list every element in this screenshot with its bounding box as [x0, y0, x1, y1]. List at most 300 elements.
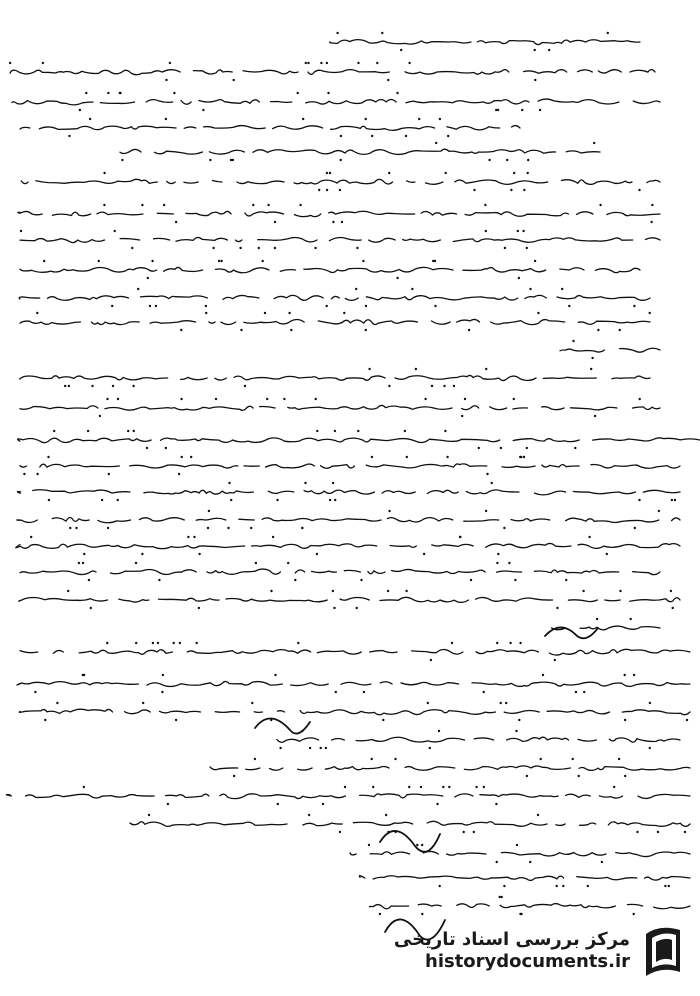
handwriting-line: [17, 490, 680, 495]
ink-dot: [527, 159, 529, 161]
watermark: [386, 916, 686, 986]
ink-dot: [526, 775, 528, 777]
ink-dot: [67, 590, 69, 592]
ink-dot: [250, 527, 252, 529]
ink-dot: [357, 430, 359, 432]
ink-dot: [365, 305, 367, 307]
ink-dot: [548, 49, 550, 51]
ink-dot: [496, 642, 498, 644]
ink-dot: [388, 385, 390, 387]
ink-dot: [163, 204, 165, 206]
ink-dot: [233, 79, 235, 81]
watermark-text: [394, 929, 630, 973]
ink-dot: [325, 747, 327, 749]
ink-dot: [304, 482, 306, 484]
ink-dot: [68, 385, 70, 387]
ink-dot: [574, 447, 576, 449]
ink-dot: [537, 312, 539, 314]
handwriting-line: [20, 375, 650, 380]
ink-dot: [190, 456, 192, 458]
ink-dot: [562, 885, 564, 887]
handwriting-line: [316, 40, 640, 45]
ink-dot: [379, 913, 381, 915]
ink-dot: [583, 691, 585, 693]
ink-dot: [664, 885, 666, 887]
ink-dot: [483, 691, 485, 693]
ink-dot: [435, 142, 437, 144]
handwriting-line: [268, 737, 680, 742]
ink-dot: [117, 499, 119, 501]
ink-dot: [355, 288, 357, 290]
ink-dot: [523, 189, 525, 191]
ink-dot: [657, 831, 659, 833]
ink-dot: [672, 607, 674, 609]
ink-dot: [106, 642, 108, 644]
ink-dot: [69, 527, 71, 529]
ink-dot: [288, 312, 290, 314]
ink-dot: [594, 415, 596, 417]
ink-dot: [83, 553, 85, 555]
ink-dot: [151, 260, 153, 262]
ink-dot: [167, 803, 169, 805]
ink-dot: [443, 385, 445, 387]
ink-dot: [82, 562, 84, 564]
ink-dot: [429, 747, 431, 749]
ink-dot: [340, 159, 342, 161]
ink-dot: [633, 913, 635, 915]
handwriting-line: [10, 70, 655, 75]
ink-dot: [362, 260, 364, 262]
ink-dot: [671, 499, 673, 501]
ink-dot: [649, 312, 651, 314]
ink-dot: [495, 803, 497, 805]
ink-dot: [473, 831, 475, 833]
ink-dot: [121, 159, 123, 161]
ink-dot: [483, 786, 485, 788]
ink-dot: [607, 32, 609, 34]
ink-dot: [596, 618, 598, 620]
ink-dot: [526, 447, 528, 449]
ink-dot: [294, 579, 296, 581]
ink-dot: [329, 499, 331, 501]
ink-dot: [468, 329, 470, 331]
ink-dot: [89, 118, 91, 120]
ink-dot: [388, 510, 390, 512]
ink-dot: [305, 62, 307, 64]
handwriting-line: [18, 438, 700, 443]
ink-dot: [434, 305, 436, 307]
ink-dot: [326, 62, 328, 64]
ink-dot: [508, 562, 510, 564]
handwriting-line: [369, 904, 690, 909]
ink-dot: [394, 758, 396, 760]
ink-dot: [114, 230, 116, 232]
ink-dot: [272, 536, 274, 538]
ink-dot: [522, 230, 524, 232]
ink-dot: [496, 861, 498, 863]
handwriting-line: [13, 179, 660, 184]
ink-dot: [572, 340, 574, 342]
ink-dot: [53, 430, 55, 432]
ink-dot: [434, 260, 436, 262]
ink-dot: [534, 260, 536, 262]
ink-dot: [485, 510, 487, 512]
ink-dot: [251, 702, 253, 704]
ink-dot: [510, 189, 512, 191]
ink-dot: [340, 135, 342, 137]
ink-dot: [165, 118, 167, 120]
ink-dot: [218, 260, 220, 262]
ink-dot: [205, 312, 207, 314]
ink-dot: [446, 456, 448, 458]
ink-dot: [556, 607, 558, 609]
ink-dot: [686, 719, 688, 721]
ink-dot: [135, 562, 137, 564]
ink-dot: [283, 398, 285, 400]
ink-dot: [215, 398, 217, 400]
ink-dot: [368, 368, 370, 370]
ink-dot: [363, 691, 365, 693]
ink-dot: [43, 260, 45, 262]
ink-dot: [591, 357, 593, 359]
ink-dot: [233, 775, 235, 777]
ink-dot: [302, 118, 304, 120]
ink-dot: [444, 430, 446, 432]
ink-dot: [103, 172, 105, 174]
ink-dot: [180, 398, 182, 400]
ink-dot: [315, 398, 317, 400]
ink-dot: [372, 786, 374, 788]
handwriting-line: [19, 709, 690, 715]
ink-dot: [423, 553, 425, 555]
ink-dot: [473, 189, 475, 191]
ink-dot: [254, 758, 256, 760]
ink-dot: [430, 659, 432, 661]
ink-dot: [329, 172, 331, 174]
ink-dot: [36, 312, 38, 314]
ink-dot: [279, 747, 281, 749]
ink-dot: [335, 691, 337, 693]
handwriting-line: [20, 126, 520, 131]
ink-dot: [135, 642, 137, 644]
ink-dot: [88, 579, 90, 581]
ink-dot: [421, 844, 423, 846]
ink-dot: [301, 527, 303, 529]
ink-dot: [478, 447, 480, 449]
ink-dot: [651, 204, 653, 206]
ink-dot: [376, 62, 378, 64]
ink-dot: [639, 398, 641, 400]
ink-dot: [343, 312, 345, 314]
ink-dot: [517, 230, 519, 232]
ink-dot: [23, 473, 25, 475]
ink-dot: [244, 385, 246, 387]
ink-dot: [30, 536, 32, 538]
ink-dot: [365, 329, 367, 331]
ink-dot: [274, 221, 276, 223]
ink-dot: [117, 398, 119, 400]
ink-dot: [9, 62, 11, 64]
ink-dot: [606, 553, 608, 555]
ink-dot: [504, 247, 506, 249]
ink-dot: [418, 118, 420, 120]
ink-dot: [554, 659, 556, 661]
handwriting-line: [350, 851, 690, 856]
ink-dot: [371, 456, 373, 458]
ink-dot: [501, 896, 503, 898]
ink-dot: [198, 607, 200, 609]
ink-dot: [262, 260, 264, 262]
ink-dot: [287, 562, 289, 564]
ink-dot: [169, 62, 171, 64]
handwriting-line: [20, 319, 650, 324]
handwriting-line: [120, 149, 600, 154]
ink-dot: [438, 730, 440, 732]
ink-dot: [147, 277, 149, 279]
ink-dot: [255, 562, 257, 564]
ink-dot: [636, 831, 638, 833]
ink-dot: [146, 447, 148, 449]
ink-dot: [180, 329, 182, 331]
ink-dot: [388, 172, 390, 174]
ink-dot: [152, 642, 154, 644]
ink-dot: [85, 92, 87, 94]
ink-dot: [264, 312, 266, 314]
ink-dot: [270, 590, 272, 592]
ink-dot: [506, 159, 508, 161]
ink-dot: [327, 92, 329, 94]
ink-dot: [385, 814, 387, 816]
ink-dot: [68, 135, 70, 137]
ink-dot: [684, 831, 686, 833]
ink-dot: [485, 230, 487, 232]
ink-dot: [649, 702, 651, 704]
ink-dot: [527, 172, 529, 174]
ink-dot: [98, 260, 100, 262]
ink-dot: [587, 885, 589, 887]
ink-dot: [107, 527, 109, 529]
ink-dot: [668, 885, 670, 887]
ink-dot: [277, 803, 279, 805]
signature-mark: [380, 831, 440, 852]
ink-dot: [540, 758, 542, 760]
ink-dot: [339, 189, 341, 191]
ink-dot: [198, 553, 200, 555]
ink-dot: [205, 305, 207, 307]
ink-dot: [556, 885, 558, 887]
ink-dot: [439, 885, 441, 887]
ink-dot: [44, 719, 46, 721]
ink-dot: [99, 415, 101, 417]
signature-mark: [255, 718, 310, 733]
ink-dot: [111, 305, 113, 307]
ink-dot: [387, 590, 389, 592]
handwriting-line: [8, 569, 660, 575]
ink-dot: [34, 691, 36, 693]
ink-dot: [561, 288, 563, 290]
ink-dot: [332, 482, 334, 484]
ink-dot: [496, 562, 498, 564]
ink-dot: [332, 221, 334, 223]
ink-dot: [624, 775, 626, 777]
ink-dot: [101, 499, 103, 501]
ink-dot: [416, 844, 418, 846]
ink-dot: [613, 786, 615, 788]
ink-dot: [500, 702, 502, 704]
ink-dot: [36, 473, 38, 475]
ink-dot: [334, 430, 336, 432]
ink-dot: [148, 814, 150, 816]
handwriting-line: [7, 405, 660, 410]
handwriting-line: [18, 211, 660, 216]
ink-dot: [320, 62, 322, 64]
ink-dot: [451, 642, 453, 644]
ink-dot: [638, 189, 640, 191]
ink-dot: [333, 607, 335, 609]
ink-dot: [415, 368, 417, 370]
ink-dot: [47, 456, 49, 458]
ink-dot: [308, 814, 310, 816]
ink-dot: [75, 527, 77, 529]
ink-dot: [529, 861, 531, 863]
watermark-website: historydocuments.ir: [425, 951, 630, 972]
ink-dot: [381, 32, 383, 34]
ink-dot: [485, 368, 487, 370]
ink-dot: [107, 92, 109, 94]
ink-dot: [220, 260, 222, 262]
ink-dot: [534, 79, 536, 81]
ink-dot: [534, 49, 536, 51]
ink-dot: [316, 553, 318, 555]
ink-dot: [181, 456, 183, 458]
ink-dot: [322, 803, 324, 805]
ink-dot: [619, 329, 621, 331]
ink-dot: [357, 62, 359, 64]
ink-dot: [470, 579, 472, 581]
ink-dot: [442, 786, 444, 788]
ink-dot: [638, 499, 640, 501]
ink-dot: [202, 109, 204, 111]
handwriting-line: [20, 464, 680, 468]
ink-dot: [459, 536, 461, 538]
ink-dot: [82, 674, 84, 676]
handwriting-line: [20, 237, 660, 242]
ink-dot: [424, 398, 426, 400]
ink-dot: [590, 368, 592, 370]
ink-dot: [439, 118, 441, 120]
ink-dot: [491, 482, 493, 484]
ink-dot: [79, 109, 81, 111]
ink-dot: [515, 730, 517, 732]
ink-dot: [175, 719, 177, 721]
ink-dot: [162, 674, 164, 676]
ink-dot: [633, 674, 635, 676]
ink-dot: [179, 642, 181, 644]
ink-dot: [209, 159, 211, 161]
handwriting-line: [560, 348, 660, 352]
ink-dot: [141, 204, 143, 206]
ink-dot: [597, 329, 599, 331]
handwriting-line: [16, 543, 680, 548]
ink-dot: [519, 456, 521, 458]
ink-dot: [196, 642, 198, 644]
ink-dot: [178, 473, 180, 475]
ink-dot: [267, 204, 269, 206]
ink-dot: [371, 135, 373, 137]
ink-dot: [400, 49, 402, 51]
ink-dot: [513, 172, 515, 174]
handwriting-line: [10, 597, 680, 602]
ink-dot: [448, 786, 450, 788]
ink-dot: [173, 92, 175, 94]
ink-dot: [42, 62, 44, 64]
ink-dot: [332, 590, 334, 592]
ink-dot: [341, 221, 343, 223]
ink-dot: [149, 305, 151, 307]
ink-dot: [276, 499, 278, 501]
ink-dot: [239, 247, 241, 249]
ink-dot: [64, 385, 66, 387]
ink-dot: [142, 702, 144, 704]
ink-dot: [274, 247, 276, 249]
ink-dot: [523, 456, 525, 458]
ink-dot: [106, 398, 108, 400]
ink-dot: [232, 159, 234, 161]
ink-dot: [297, 92, 299, 94]
ink-dot: [582, 590, 584, 592]
ink-dot: [408, 62, 410, 64]
ink-dot: [108, 473, 110, 475]
ink-dot: [618, 758, 620, 760]
ink-dot: [339, 831, 341, 833]
book-logo-icon: [640, 922, 686, 980]
ink-dot: [227, 527, 229, 529]
ink-dot: [624, 719, 626, 721]
ink-dot: [240, 329, 242, 331]
ink-dot: [230, 499, 232, 501]
ink-dot: [537, 814, 539, 816]
ink-dot: [503, 527, 505, 529]
ink-dot: [326, 305, 328, 307]
ink-dot: [503, 885, 505, 887]
ink-dot: [299, 204, 301, 206]
ink-dot: [396, 277, 398, 279]
ink-dot: [497, 553, 499, 555]
ink-dot: [509, 642, 511, 644]
ink-dot: [599, 204, 601, 206]
ink-dot: [173, 642, 175, 644]
ink-dot: [404, 430, 406, 432]
ink-dot: [619, 590, 621, 592]
ink-dot: [158, 579, 160, 581]
ink-dot: [91, 385, 93, 387]
ink-dot: [447, 135, 449, 137]
ink-dot: [513, 398, 515, 400]
ink-dot: [650, 221, 652, 223]
watermark-organization: مرکز بررسی اسناد تاریخی: [393, 929, 630, 950]
ink-dot: [274, 674, 276, 676]
ink-dot: [396, 92, 398, 94]
ink-dot: [161, 691, 163, 693]
ink-dot: [356, 247, 358, 249]
handwriting-line: [359, 876, 690, 881]
ink-dot: [542, 674, 544, 676]
ink-dot: [630, 618, 632, 620]
ink-dot: [112, 385, 114, 387]
ink-dot: [137, 288, 139, 290]
ink-dot: [568, 305, 570, 307]
ink-dot: [193, 536, 195, 538]
